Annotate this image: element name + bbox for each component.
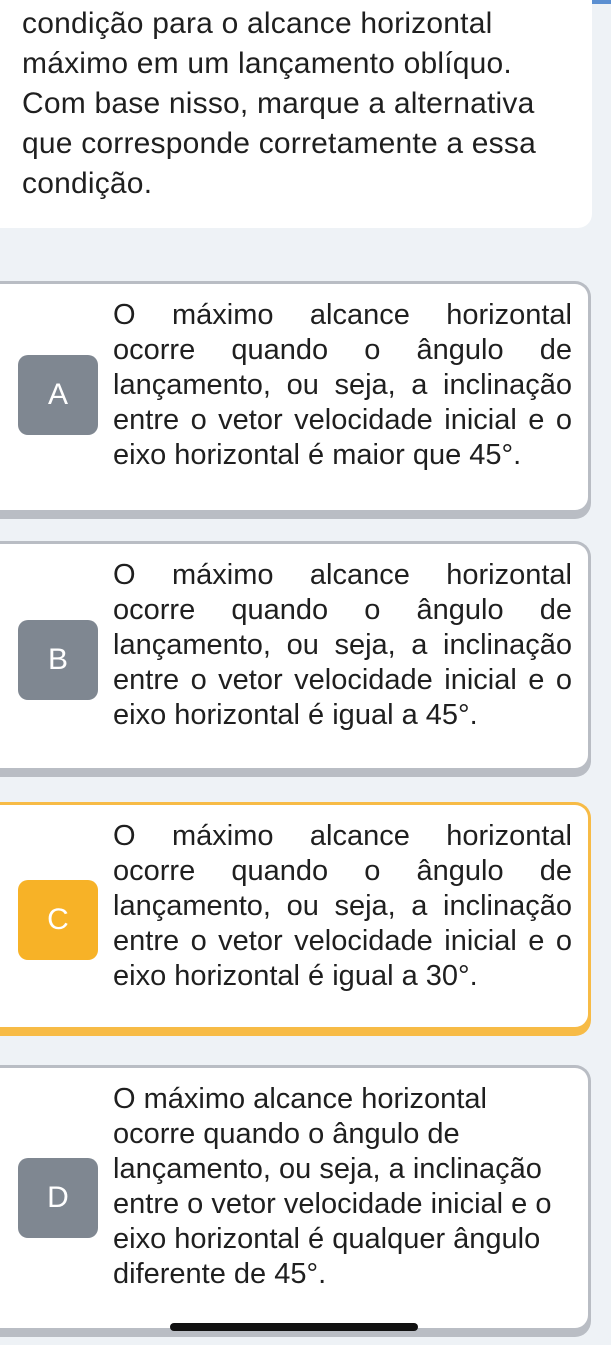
question-text: condição para o alcance horizontal máximo em um lançamento oblíquo. Com base nisso, marque a alternativa que corresponde corretamente a essa condição. [22,7,536,200]
option-b-text: O máximo alcance horizontal ocorre quando o ângulo de lançamento, ou seja, a inclinação entre o vetor velocidade inicial e o eixo horizontal é igual a 45°. [113,559,572,731]
option-d-letter-badge: D [18,1158,98,1238]
option-d-text: O máximo alcance horizontal ocorre quando o ângulo de lançamento, ou seja, a inclinação entre o vetor velocidade inicial e o eixo horizontal é qualquer ângulo diferente de 45°. [113,1083,552,1290]
option-c-text: O máximo alcance horizontal ocorre quando o ângulo de lançamento, ou seja, a inclinação entre o vetor velocidade inicial e o eixo horizontal é igual a 30°. [113,820,572,992]
option-d[interactable] [0,1065,591,1331]
option-a[interactable] [0,281,591,513]
option-c[interactable] [0,802,591,1030]
option-a-text: O máximo alcance horizontal ocorre quando o ângulo de lançamento, ou seja, a inclinação entre o vetor velocidade inicial e o eixo horizontal é maior que 45°. [113,299,572,471]
option-b-letter-badge: B [18,620,98,700]
option-a-letter-badge: A [18,355,98,435]
option-c-letter-badge: C [18,880,98,960]
option-b[interactable] [0,541,591,771]
home-indicator [170,1323,418,1331]
question-card [0,0,592,228]
